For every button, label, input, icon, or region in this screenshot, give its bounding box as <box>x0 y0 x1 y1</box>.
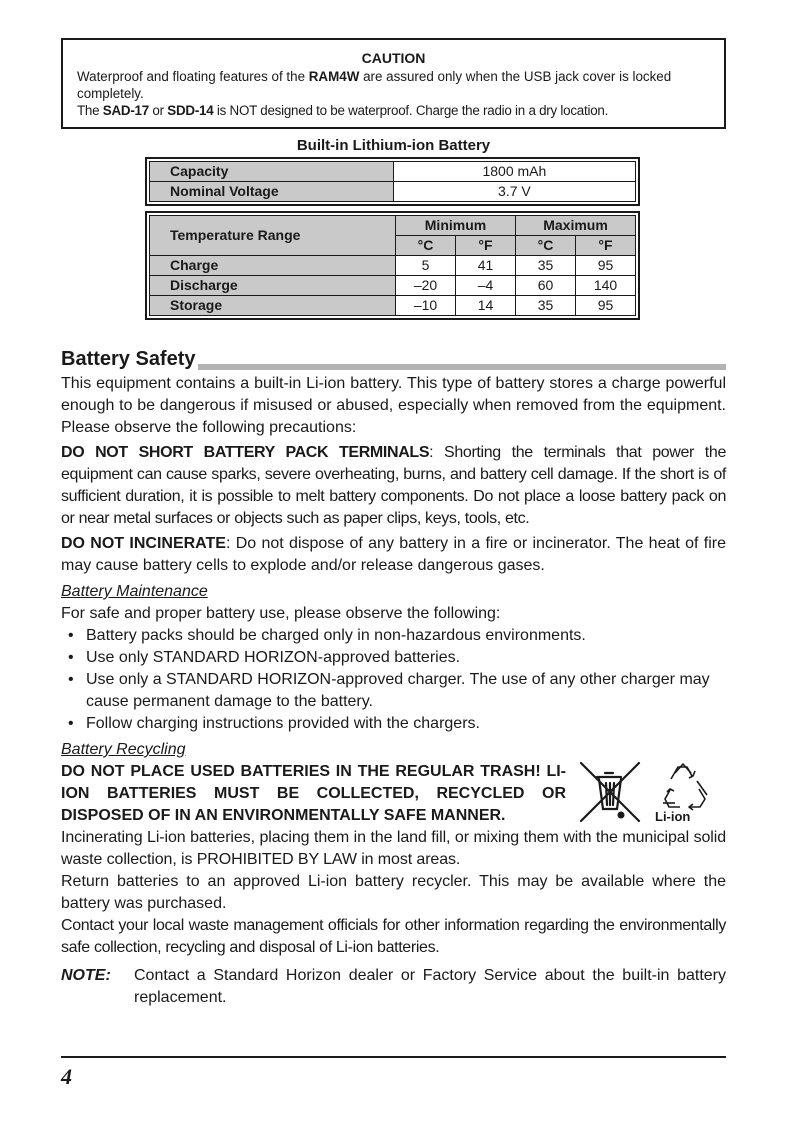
list-item: • Follow charging instructions provided with the chargers. <box>61 713 726 735</box>
note-label: NOTE: <box>61 967 111 984</box>
row-label: Discharge <box>150 276 396 296</box>
caution-box <box>61 38 726 129</box>
cell-min-c: 5 <box>396 256 456 276</box>
unit-c-header: °C <box>516 236 576 256</box>
row-label: Charge <box>150 256 396 276</box>
crossed-bin-icon <box>579 759 729 825</box>
note-text: Contact a Standard Horizon dealer or Factory Service about the built-in battery replacement. <box>134 967 726 1006</box>
spec-table-frame <box>145 157 640 206</box>
recycling-warning-row <box>61 761 726 827</box>
caution-line-1: Waterproof and floating features of the RAM4W are assured only when the USB jack cover is locked completely. <box>77 69 672 101</box>
row-label: Storage <box>150 296 396 316</box>
maintenance-intro: For safe and proper battery use, please observe the following: <box>61 605 501 622</box>
table-row <box>150 162 636 182</box>
list-item: • Battery packs should be charged only in non-hazardous environments. <box>61 625 726 647</box>
section-title: Battery Safety <box>61 348 196 370</box>
battery-safety-body <box>61 373 726 959</box>
table-row <box>150 216 636 236</box>
spec-value: 3.7 V <box>393 182 635 202</box>
page-number: 4 <box>61 1064 72 1089</box>
cell-max-f: 140 <box>576 276 636 296</box>
cell-min-f: 14 <box>456 296 516 316</box>
list-item: • Use only a STANDARD HORIZON-approved charger. The use of any other charger may cause permanent damage to the battery. <box>61 669 726 713</box>
maximum-header: Maximum <box>516 216 636 236</box>
minimum-header: Minimum <box>396 216 516 236</box>
battery-maintenance-heading: Battery Maintenance <box>61 583 208 600</box>
safety-intro: This equipment contains a built-in Li-ion battery. This type of battery stores a charge powerful enough to be dangerous if misused or abused, especially when removed from the equipment. Please observe the following precautions: <box>61 375 726 436</box>
cell-max-c: 35 <box>516 296 576 316</box>
list-item: • Use only STANDARD HORIZON-approved batteries. <box>61 647 726 669</box>
table-row <box>150 182 636 202</box>
unit-f-header: °F <box>456 236 516 256</box>
cell-max-f: 95 <box>576 296 636 316</box>
unit-c-header: °C <box>396 236 456 256</box>
spec-table <box>149 161 636 202</box>
short-terminals-paragraph: DO NOT SHORT BATTERY PACK TERMINALS: Shorting the terminals that power the equipment can cause sparks, severe overheating, burns, and battery cell damage. If the short is of sufficient duration, it is possible to melt battery components. Do not place a loose battery pack on or near metal surfaces or objects such as paper clips, keys, tools, etc. <box>61 444 726 527</box>
table-row <box>150 296 636 316</box>
cell-min-c: –20 <box>396 276 456 296</box>
battery-tables <box>145 157 640 325</box>
short-terminals-bold: DO NOT SHORT BATTERY PACK TERMINALS <box>61 444 430 461</box>
cell-max-c: 35 <box>516 256 576 276</box>
caution-line-2: The SAD-17 or SDD-14 is NOT designed to be waterproof. Charge the radio in a dry location. <box>77 103 609 118</box>
footer-rule <box>61 1056 726 1058</box>
unit-f-header: °F <box>576 236 636 256</box>
cell-min-f: –4 <box>456 276 516 296</box>
spec-label: Capacity <box>150 162 394 182</box>
recycling-para-1: Incinerating Li-ion batteries, placing them in the land fill, or mixing them with the municipal solid waste collection, is PROHIBITED BY LAW in most areas. <box>61 829 726 868</box>
incinerate-bold: DO NOT INCINERATE <box>61 535 226 552</box>
table-row <box>150 276 636 296</box>
li-ion-icon-label: Li-ion <box>655 809 691 824</box>
table-row <box>150 256 636 276</box>
maintenance-list <box>61 625 726 735</box>
recycling-para-3: Contact your local waste management officials for other information regarding the environmentally safe collection, recycling and disposal of Li-ion batteries. <box>61 917 726 956</box>
page-content <box>61 38 726 1009</box>
incinerate-paragraph: DO NOT INCINERATE: Do not dispose of any battery in a fire or incinerator. The heat of fire may cause battery cells to explode and/or release dangerous gases. <box>61 535 726 574</box>
temp-table-frame <box>145 211 640 320</box>
cell-max-c: 60 <box>516 276 576 296</box>
battery-table-title: Built-in Lithium-ion Battery <box>296 137 491 154</box>
note <box>61 965 726 1009</box>
battery-safety-heading <box>61 348 726 373</box>
recycling-warning: DO NOT PLACE USED BATTERIES IN THE REGULAR TRASH! LI-ION BATTERIES MUST BE COLLECTED, RECYCLED OR DISPOSED OF IN AN ENVIRONMENTALLY SAFE MANNER. <box>61 763 566 824</box>
spec-label: Nominal Voltage <box>150 182 394 202</box>
battery-recycling-heading: Battery Recycling <box>61 741 186 758</box>
temp-table <box>149 215 636 316</box>
recycling-icons <box>579 759 729 825</box>
temp-range-header: Temperature Range <box>150 216 396 256</box>
recycling-para-2: Return batteries to an approved Li-ion battery recycler. This may be available where the battery was purchased. <box>61 873 726 912</box>
cell-min-c: –10 <box>396 296 456 316</box>
cell-min-f: 41 <box>456 256 516 276</box>
caution-title: CAUTION <box>361 50 426 66</box>
cell-max-f: 95 <box>576 256 636 276</box>
spec-value: 1800 mAh <box>393 162 635 182</box>
